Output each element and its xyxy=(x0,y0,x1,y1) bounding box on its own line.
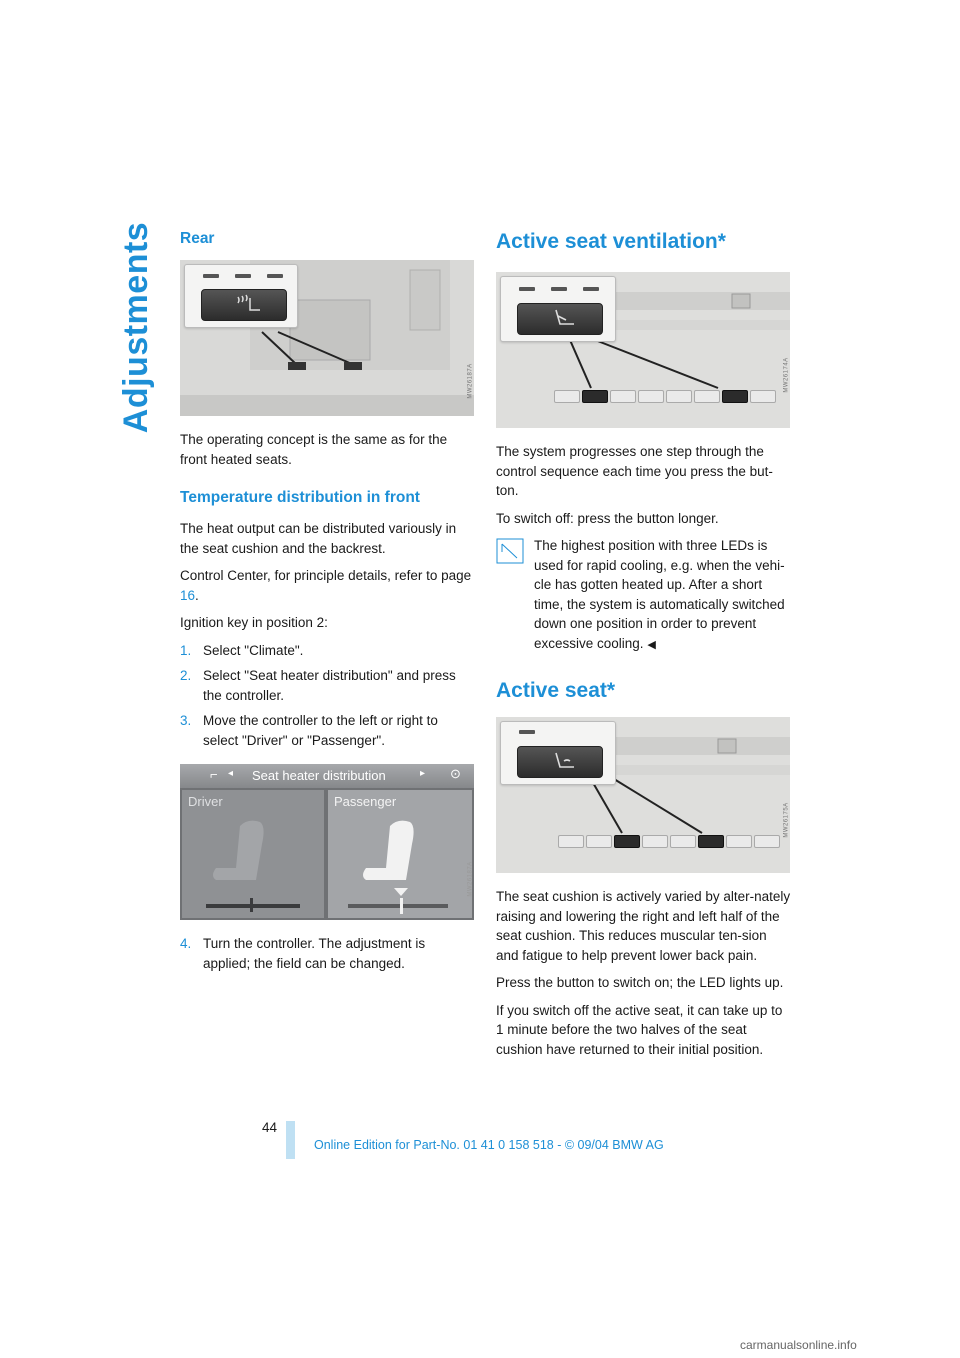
ventilation-heading: Active seat ventilation* xyxy=(496,230,726,253)
steps-list xyxy=(180,641,474,751)
list-item: 2. Select "Seat heater distribution" and press the controller. xyxy=(180,668,456,703)
note-icon xyxy=(496,538,524,564)
seat-ventilation-icon xyxy=(518,304,602,334)
active-seat-button-callout xyxy=(500,721,616,785)
footer-accent-bar xyxy=(286,1121,295,1159)
led-indicator xyxy=(267,274,283,278)
controller-icon: ⊙ xyxy=(450,766,461,781)
ignition-paragraph: Ignition key in position 2: xyxy=(180,615,328,630)
figure-code: MW26175A xyxy=(783,802,790,838)
passenger-seat-icon xyxy=(328,790,472,918)
note-text: The highest position with three LEDs is used for rapid cooling, e.g. when the vehi-cle has gotten heated up. After a short time, the system is automatically switched down one position in order to prevent excessive cooling. ◀ xyxy=(534,538,785,651)
switch-off-paragraph: To switch off: press the button longer. xyxy=(496,510,719,526)
list-item: 3. Move the controller to the left or right to select "Driver" or "Passenger". xyxy=(180,713,438,748)
strip-button xyxy=(754,835,780,848)
ventilation-strip-button xyxy=(582,390,608,403)
list-item: 4. Turn the controller. The adjustment is applied; the field can be changed. xyxy=(180,936,426,971)
list-item: 1. Select "Climate". xyxy=(180,642,304,658)
right-column xyxy=(496,228,792,1067)
figure-code: MW26187A xyxy=(467,363,474,399)
seat-heater-button xyxy=(201,289,287,321)
figure-code: MW26174A xyxy=(783,357,790,393)
led-indicator xyxy=(519,730,535,734)
passenger-label: Passenger xyxy=(334,794,397,809)
strip-button xyxy=(726,835,752,848)
control-display-screen xyxy=(180,764,474,920)
rear-seat-heater-figure xyxy=(180,260,474,416)
strip-button xyxy=(694,390,720,403)
arrow-left-icon: ◂ xyxy=(228,768,234,779)
edition-note: Online Edition for Part-No. 01 41 0 158 518 - © 09/04 BMW AG xyxy=(314,1138,664,1152)
strip-button xyxy=(642,835,668,848)
rear-heading: Rear xyxy=(180,230,215,247)
temperature-heading: Temperature distribution in front xyxy=(180,489,420,506)
control-center-paragraph: Control Center, for principle details, refer to page 16. xyxy=(180,568,472,603)
strip-button xyxy=(638,390,664,403)
driver-label: Driver xyxy=(188,794,223,809)
strip-button xyxy=(666,390,692,403)
end-marker-icon: ◀ xyxy=(647,638,656,651)
passenger-panel xyxy=(328,790,472,918)
screen-title: Seat heater distribution xyxy=(252,768,386,783)
arrow-right-icon: ▸ xyxy=(420,768,426,779)
heat-output-paragraph: The heat output can be distributed variously in the seat cushion and the backrest. xyxy=(180,521,457,556)
led-indicator xyxy=(235,274,251,278)
led-indicator xyxy=(519,287,535,291)
figure-code: MW26187A xyxy=(467,861,474,897)
active-seat-button-figure xyxy=(496,717,790,873)
active-seat-heading: Active seat* xyxy=(496,679,616,702)
page-number: 44 xyxy=(262,1120,278,1135)
ventilation-strip-button xyxy=(722,390,748,403)
watermark: carmanualsonline.info xyxy=(740,1338,857,1352)
cushion-paragraph: The seat cushion is actively varied by alter-nately raising and lowering the right and left half of the seat cushion. This reduces muscular ten-sion and fatigue to help prevent lower back pain. xyxy=(496,889,791,963)
strip-button xyxy=(610,390,636,403)
strip-button xyxy=(554,390,580,403)
active-seat-icon xyxy=(518,747,602,777)
driver-seat-icon xyxy=(182,790,324,918)
note-block xyxy=(496,536,792,655)
left-column xyxy=(180,228,474,981)
led-indicator xyxy=(551,287,567,291)
strip-button xyxy=(586,835,612,848)
steps-list-continued xyxy=(180,934,474,973)
ventilation-button-figure xyxy=(496,272,790,428)
seat-symbol-icon: ⌐ xyxy=(210,767,218,782)
screen-title-bar xyxy=(180,764,474,788)
seat-ventilation-button xyxy=(517,303,603,335)
chapter-tab-label: Adjustments xyxy=(117,221,156,433)
active-seat-strip-button xyxy=(698,835,724,848)
chapter-tab xyxy=(112,221,162,433)
ventilation-button-callout xyxy=(500,276,616,342)
progress-paragraph: The system progresses one step through the control sequence each time you press the but-ton. xyxy=(496,444,773,498)
active-seat-strip-button xyxy=(614,835,640,848)
active-seat-button xyxy=(517,746,603,778)
strip-button xyxy=(558,835,584,848)
driver-panel xyxy=(182,790,324,918)
switch-paragraph: If you switch off the active seat, it can take up to 1 minute before the two halves of the seat cushion have returned to their initial position. xyxy=(496,1002,783,1057)
seat-heat-icon xyxy=(202,290,286,320)
press-paragraph: Press the button to switch on; the LED lights up. xyxy=(496,975,784,990)
page-reference-link[interactable]: 16 xyxy=(180,587,196,603)
rear-paragraph: The operating concept is the same as for the front heated seats. xyxy=(180,432,448,467)
strip-button xyxy=(670,835,696,848)
led-indicator xyxy=(583,287,599,291)
heater-button-callout xyxy=(184,264,298,328)
strip-button xyxy=(750,390,776,403)
led-indicator xyxy=(203,274,219,278)
